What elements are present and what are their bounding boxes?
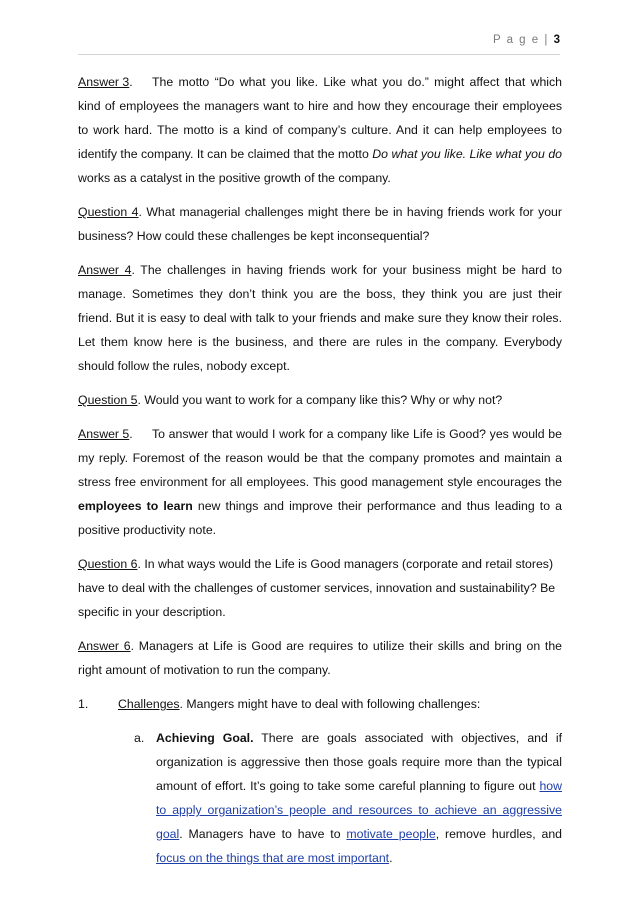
answer-5-text: To answer that would I work for a company like Life is Good? yes would be my reply. Foremost of the reason would be that the company promotes and maintain a stress free environment for all employees. This good management style encourages the [78,427,562,489]
sub-item-a-letter: a. [134,731,145,745]
answer-4-text: . The challenges in having friends work for your business might be hard to manage. Sometimes they don’t think you are the boss, they think you are just their friend. But it is easy to deal with talk to your friends and make sure they know their roles. Let them know here is the business, and there are rules in the company. Everybody should follow the rules, nobody except. [78,263,562,373]
answer-3 [78,70,562,190]
page-number: 3 [553,34,560,46]
answer-4 [78,258,562,378]
question-5-text: . Would you want to work for a company like this? Why or why not? [137,393,503,407]
page-separator: | [544,34,549,46]
page-header [78,34,560,46]
link-focus-important[interactable]: focus on the things that are most important [156,851,390,865]
answer-5-text-end: new things and improve their performance and thus leading to a positive productivity note. [78,499,563,537]
answer-3-text: The motto “Do what you like. Like what you do.” might affect that which kind of employees the managers want to hire and how they encourage their employees to work hard. The motto is a kind of company’s culture. And it can help employees to identify the company. It can be claimed that the motto [78,75,562,161]
answer-5 [78,422,562,542]
answer-3-label: Answer 3 [78,75,130,89]
answer-3-label-tail: . [129,75,133,89]
question-6-label: Question 6 [78,557,138,571]
list-item-1-number: 1. [78,697,89,711]
answer-3-motto: Do what you like. Like what you do [372,147,562,161]
link-apply-resources[interactable]: how to apply organization’s people and resources to achieve an aggressive goal [156,779,562,841]
answer-6 [78,634,562,682]
answer-5-label: Answer 5 [78,427,130,441]
answer-4-label: Answer 4 [78,263,132,277]
question-5 [78,388,562,412]
answer-6-text: . Managers at Life is Good are requires to utilize their skills and bring on the right amount of motivation to run the company. [78,639,562,677]
list-item-1 [78,692,562,716]
sub-item-a-text-1: There are goals associated with objectives, and if organization is aggressive then those goals require more than the typical amount of effort. It’s going to take some careful planning to figure out [156,731,562,793]
sub-item-a-heading: Achieving Goal. [156,731,254,745]
answer-5-label-tail: . [129,427,133,441]
question-4-text: . What managerial challenges might there be in having friends work for your business? How could these challenges be kept inconsequential? [78,205,562,243]
question-6-text: . In what ways would the Life is Good managers (corporate and retail stores) have to deal with the challenges of customer services, innovation and sustainability? Be specific in your description. [78,557,556,619]
question-4 [78,200,562,248]
question-4-label: Question 4 [78,205,139,219]
sub-item-a [134,726,562,870]
question-5-label: Question 5 [78,393,138,407]
document-body [78,70,562,870]
sub-item-a-text-2: . Managers have to have to [179,827,347,841]
answer-6-label: Answer 6 [78,639,131,653]
question-6 [78,552,562,624]
answer-5-bold: employees to learn [78,499,193,513]
sub-item-a-text-3: , remove hurdles, and [435,827,562,841]
list-item-1-text: . Mangers might have to deal with following challenges: [179,697,481,711]
link-motivate-people[interactable]: motivate people [346,827,436,841]
header-divider [78,54,560,55]
answer-3-text-end: works as a catalyst in the positive growth of the company. [78,171,391,185]
list-item-1-heading: Challenges [118,697,180,711]
page-label: P a g e [492,34,540,46]
sub-item-a-text-4: . [389,851,393,865]
